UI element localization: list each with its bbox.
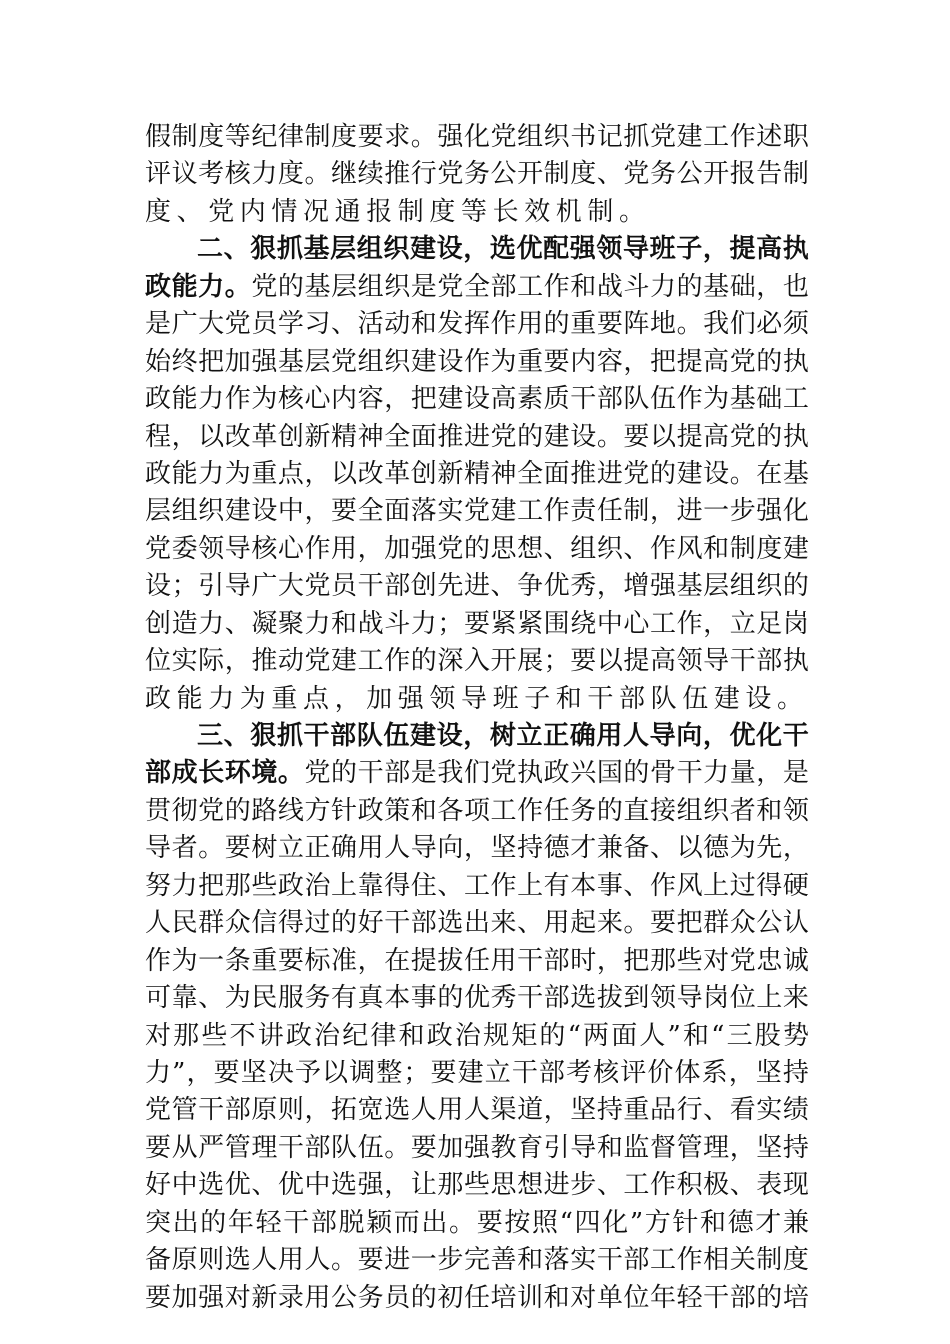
text-line: 力 ” ， 要 坚 决 予 以 调 整 ； 要 建 立 干 部 考 核 评 价 体 系 ， 坚 持 [145,1057,809,1088]
text-line: 突 出 的 年 轻 干 部 脱 颖 而 出 。 要 按 照 “ 四 化 ” 方 针 和 德 才 兼 [145,1207,809,1238]
document-body [145,119,809,1317]
text-line: 要 加 强 对 新 录 用 公 务 员 的 初 任 培 训 和 对 单 位 年 轻 干 部 的 培 [145,1282,809,1313]
text-line: 政 能 力 为 重 点 ， 以 改 革 创 新 精 神 全 面 推 进 党 的 建 设 。 在 基 [145,458,809,489]
text-line: 度、党内情况通报制度等长效机制。 [145,196,651,227]
text-line: 程 ， 以 改 革 创 新 精 神 全 面 推 进 党 的 建 设 。 要 以 提 高 党 的 执 [145,421,809,452]
text-line: 评 议 考 核 力 度 。 继 续 推 行 党 务 公 开 制 度 、 党 务 公 开 报 告 制 [145,159,809,190]
text-line: 创 造 力 、 凝 聚 力 和 战 斗 力 ； 要 紧 紧 围 绕 中 心 工 作 ， 立 足 岗 [145,608,809,639]
text-line: 位 实 际 ， 推 动 党 建 工 作 的 深 入 开 展 ； 要 以 提 高 领 导 干 部 执 [145,646,809,677]
text-line: 作 为 一 条 重 要 标 准 ， 在 提 拔 任 用 干 部 时 ， 把 那 些 对 党 忠 诚 [145,945,809,976]
text-line: 备 原 则 选 人 用 人 。 要 进 一 步 完 善 和 落 实 干 部 工 作 相 关 制 度 [145,1245,809,1276]
text-line: 人 民 群 众 信 得 过 的 好 干 部 选 出 来 、 用 起 来 。 要 把 群 众 公 认 [145,908,809,939]
text-line: 三 、 狠 抓 干 部 队 伍 建 设 ， 树 立 正 确 用 人 导 向 ， 优 化 干 [197,721,809,751]
text-line: 假 制 度 等 纪 律 制 度 要 求 。 强 化 党 组 织 书 记 抓 党 建 工 作 述 职 [145,122,809,152]
text-line: 要 从 严 管 理 干 部 队 伍 。 要 加 强 教 育 引 导 和 监 督 管 理 ， 坚 持 [145,1132,809,1163]
text-line: 是 广 大 党 员 学 习 、 活 动 和 发 挥 作 用 的 重 要 阵 地 。 我 们 必 须 [145,309,809,340]
text-line: 贯 彻 党 的 路 线 方 针 政 策 和 各 项 工 作 任 务 的 直 接 组 织 者 和 领 [145,795,809,826]
text-line: 政 能 力 。 党 的 基 层 组 织 是 党 全 部 工 作 和 战 斗 力 的 基 础 ， 也 [145,271,809,302]
text-line: 政 能 力 作 为 核 心 内 容 ， 把 建 设 高 素 质 干 部 队 伍 作 为 基 础 工 [145,384,809,415]
text-line: 努 力 把 那 些 政 治 上 靠 得 住 、 工 作 上 有 本 事 、 作 风 上 过 得 硬 [145,870,809,901]
text-line: 可 靠 、 为 民 服 务 有 真 本 事 的 优 秀 干 部 选 拔 到 领 导 岗 位 上 来 [145,983,809,1014]
text-line: 党 管 干 部 原 则 ， 拓 宽 选 人 用 人 渠 道 ， 坚 持 重 品 行 、 看 实 绩 [145,1095,809,1126]
text-line: 好 中 选 优 、 优 中 选 强 ， 让 那 些 思 想 进 步 、 工 作 积 极 、 表 现 [145,1170,809,1201]
text-line: 导 者 。 要 树 立 正 确 用 人 导 向 ， 坚 持 德 才 兼 备 、 以 德 为 先 ， [145,833,809,864]
text-line: 二 、 狠 抓 基 层 组 织 建 设 ， 选 优 配 强 领 导 班 子 ， 提 高 执 [197,234,809,265]
text-line: 设 ； 引 导 广 大 党 员 干 部 创 先 进 、 争 优 秀 ， 增 强 基 层 组 织 的 [145,571,809,602]
text-line: 部 成 长 环 境 。 党 的 干 部 是 我 们 党 执 政 兴 国 的 骨 干 力 量 ， 是 [145,758,809,789]
text-line: 层 组 织 建 设 中 ， 要 全 面 落 实 党 建 工 作 责 任 制 ， 进 一 步 强 化 [145,496,809,527]
text-line: 对 那 些 不 讲 政 治 纪 律 和 政 治 规 矩 的 “ 两 面 人 ” 和 “ 三 股 势 [145,1020,809,1051]
text-line: 始 终 把 加 强 基 层 党 组 织 建 设 作 为 重 要 内 容 ， 把 提 高 党 的 执 [145,346,809,377]
text-line: 党 委 领 导 核 心 作 用 ， 加 强 党 的 思 想 、 组 织 、 作 风 和 制 度 建 [145,533,809,564]
text-line: 政能力为重点，加强领导班子和干部队伍建设。 [145,683,809,714]
